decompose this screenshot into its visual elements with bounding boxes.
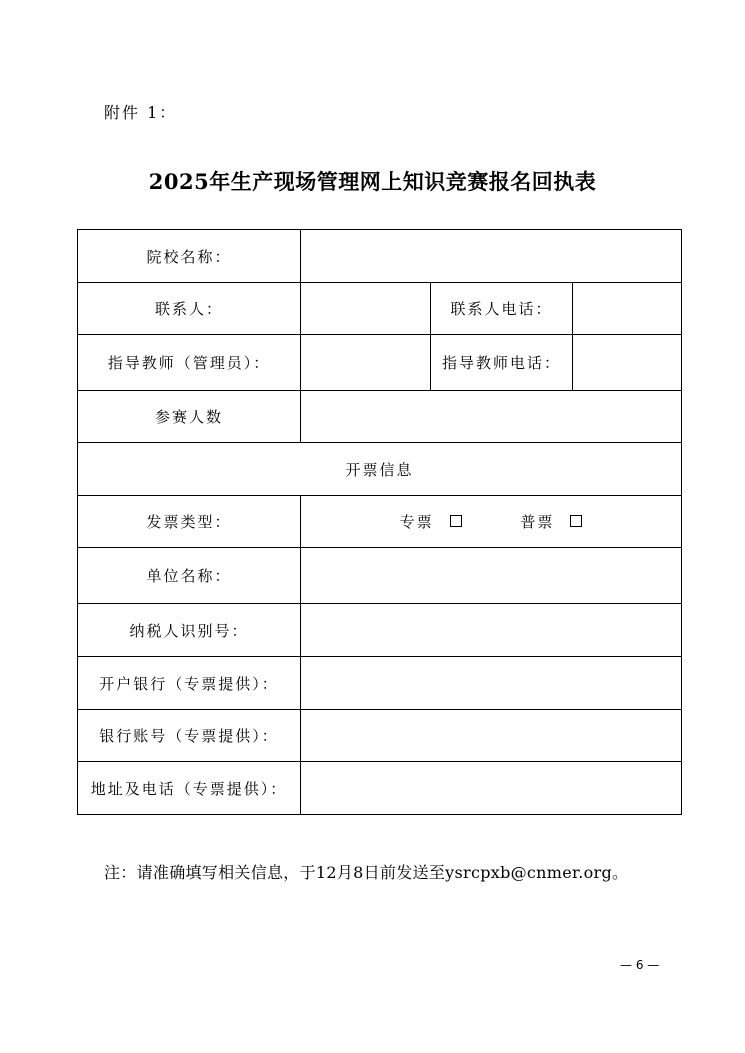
row-invoice-type [78,496,682,548]
row-bank [78,657,682,710]
account-label: 银行账号（专票提供）： [78,710,301,762]
invoice-type-special-label: 专票 [399,513,434,531]
row-taxpayer-id [78,604,682,657]
contact-label: 联系人： [78,283,301,335]
row-participants [78,391,682,443]
bank-label: 开户银行（专票提供）： [78,657,301,710]
invoice-section-title: 开票信息 [78,443,682,496]
invoice-type-special-option[interactable] [400,511,462,532]
taxpayer-id-field[interactable] [301,604,682,657]
contact-field[interactable] [301,283,431,335]
row-school-name [78,230,682,283]
bank-field[interactable] [301,657,682,710]
instructor-phone-label: 指导教师电话： [431,335,573,391]
registration-form-table [77,229,682,815]
school-name-field[interactable] [301,230,682,283]
invoice-type-special-checkbox[interactable] [450,515,462,527]
school-name-label: 院校名称： [78,230,301,283]
unit-name-label: 单位名称： [78,548,301,604]
participants-label: 参赛人数 [78,391,301,443]
address-phone-label: 地址及电话（专票提供）： [78,762,301,815]
contact-phone-field[interactable] [573,283,682,335]
row-unit-name [78,548,682,604]
participants-field[interactable] [301,391,682,443]
row-account [78,710,682,762]
instructor-phone-field[interactable] [573,335,682,391]
unit-name-field[interactable] [301,548,682,604]
attachment-label: 附件 1： [104,103,178,122]
invoice-type-options [301,496,682,548]
page-number: — 6 — [620,958,660,972]
invoice-type-label: 发票类型： [78,496,301,548]
taxpayer-id-label: 纳税人识别号： [78,604,301,657]
row-address-phone [78,762,682,815]
address-phone-field[interactable] [301,762,682,815]
instructor-field[interactable] [301,335,431,391]
invoice-type-regular-label: 普票 [520,513,555,531]
submission-note: 注：请准确填写相关信息，于12月8日前发送至ysrcpxb@cnmer.org。 [104,863,629,882]
invoice-type-regular-option[interactable] [520,511,582,532]
row-invoice-section [78,443,682,496]
invoice-type-regular-checkbox[interactable] [570,515,582,527]
row-contact [78,283,682,335]
contact-phone-label: 联系人电话： [431,283,573,335]
row-instructor [78,335,682,391]
instructor-label: 指导教师（管理员）： [78,335,301,391]
form-title: 2025年生产现场管理网上知识竞赛报名回执表 [148,169,597,194]
account-field[interactable] [301,710,682,762]
